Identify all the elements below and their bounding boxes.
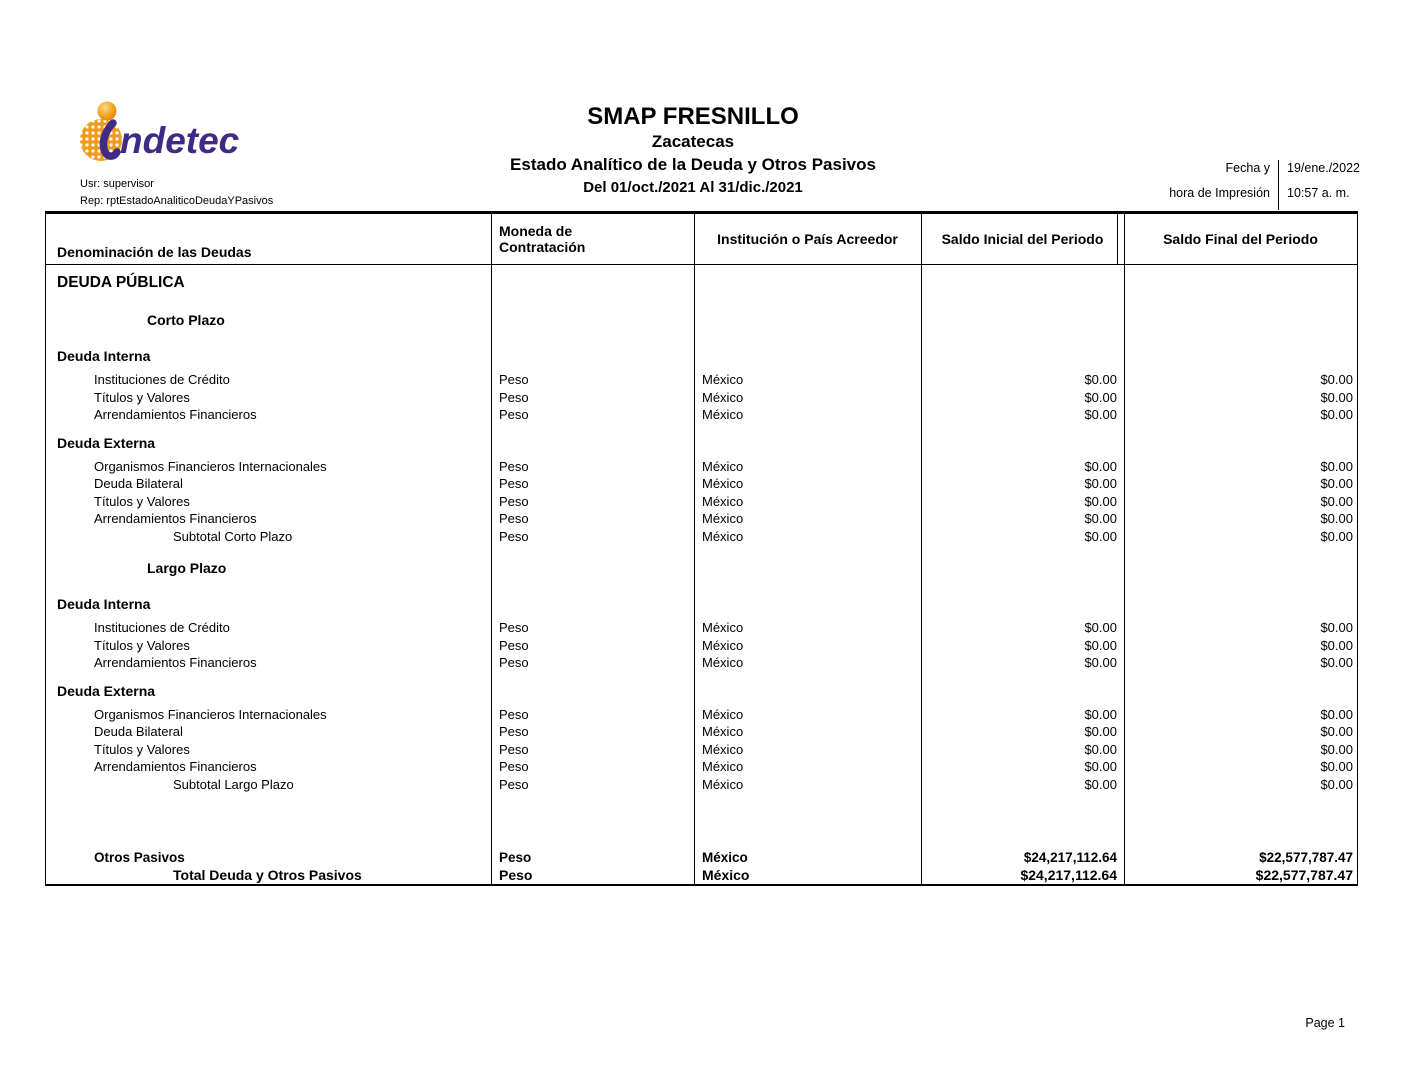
table-row [46, 529, 1357, 547]
cell-moneda: Peso [499, 372, 529, 387]
cell-saldo-inicial: $0.00 [1084, 724, 1117, 739]
cell-denominacion: Corto Plazo [147, 312, 225, 328]
cell-denominacion: Títulos y Valores [94, 741, 190, 757]
header-saldo-final: Saldo Final del Periodo [1163, 231, 1318, 247]
entity-title: SMAP FRESNILLO [587, 103, 799, 130]
cell-saldo-final: $0.00 [1320, 655, 1353, 670]
cell-institucion [694, 274, 921, 298]
cell-saldo-final: $0.00 [1320, 372, 1353, 387]
cell-denominacion: Deuda Bilateral [94, 476, 183, 491]
state-subtitle: Zacatecas [651, 132, 735, 151]
table-row [46, 511, 1357, 529]
table-row [46, 596, 1357, 618]
header-saldo-inicial: Saldo Inicial del Periodo [941, 231, 1104, 247]
cell-saldo-final: $0.00 [1320, 741, 1353, 757]
cell-saldo-inicial: $0.00 [1084, 741, 1117, 757]
table-row [46, 407, 1357, 425]
report-name: Estado Analítico de la Deuda y Otros Pasivos [510, 155, 876, 174]
cell-saldo-final: $0.00 [1320, 407, 1353, 422]
table-row [46, 476, 1357, 494]
table-header-row [46, 214, 1357, 265]
report-titles [343, 104, 1043, 197]
cell-saldo-final: $0.00 [1320, 759, 1353, 774]
cell-moneda: Peso [499, 776, 529, 792]
cell-institucion: México [702, 637, 744, 653]
cell-saldo-inicial [921, 596, 1124, 618]
cell-moneda [491, 596, 694, 618]
cell-denominacion: Largo Plazo [147, 560, 227, 576]
cell-denominacion: Organismos Financieros Internacionales [94, 706, 327, 722]
header-institucion: Institución o País Acreedor [717, 231, 898, 247]
cell-institucion: México [702, 528, 744, 544]
cell-saldo-final: $0.00 [1320, 476, 1353, 491]
cell-saldo-inicial: $0.00 [1084, 637, 1117, 653]
cell-moneda [491, 560, 694, 582]
table-row [46, 867, 1357, 885]
cell-denominacion: Subtotal Largo Plazo [173, 776, 294, 792]
cell-moneda: Peso [499, 620, 529, 635]
table-row [46, 759, 1357, 777]
table-row [46, 274, 1357, 298]
cell-institucion [694, 312, 921, 334]
cell-moneda: Peso [499, 407, 529, 422]
cell-institucion [694, 596, 921, 618]
cell-saldo-inicial: $0.00 [1084, 476, 1117, 491]
cell-moneda: Peso [499, 741, 529, 757]
table-row [46, 638, 1357, 656]
cell-moneda: Peso [499, 706, 529, 722]
cell-denominacion: Arrendamientos Financieros [94, 511, 257, 526]
cell-saldo-final: $0.00 [1320, 776, 1353, 792]
cell-denominacion: Deuda Interna [57, 348, 151, 364]
cell-saldo-final: $0.00 [1320, 511, 1353, 526]
column-divider [1124, 214, 1125, 884]
cell-moneda [491, 274, 694, 298]
cell-moneda: Peso [499, 458, 529, 474]
cell-institucion: México [702, 458, 744, 474]
table-row [46, 683, 1357, 705]
cell-saldo-final: $22,577,787.47 [1255, 867, 1353, 883]
cell-moneda: Peso [499, 493, 529, 509]
cell-saldo-final: $0.00 [1320, 528, 1353, 544]
cell-saldo-final: $0.00 [1320, 706, 1353, 722]
cell-saldo-inicial: $0.00 [1084, 528, 1117, 544]
cell-institucion: México [702, 372, 744, 387]
cell-institucion: México [702, 850, 748, 865]
print-date-label: Fecha y [1225, 161, 1270, 175]
cell-moneda: Peso [499, 476, 529, 491]
cell-saldo-inicial [921, 560, 1124, 582]
cell-saldo-inicial [921, 274, 1124, 298]
column-divider [491, 214, 492, 884]
cell-institucion [694, 560, 921, 582]
table-row [46, 372, 1357, 390]
table-row [46, 655, 1357, 673]
page-number: Page 1 [1305, 1016, 1345, 1030]
table-row [46, 459, 1357, 477]
column-divider [694, 214, 695, 884]
cell-saldo-inicial: $0.00 [1084, 389, 1117, 405]
cell-denominacion: Títulos y Valores [94, 493, 190, 509]
table-spacer [46, 794, 1357, 850]
cell-denominacion: Organismos Financieros Internacionales [94, 458, 327, 474]
cell-denominacion: Títulos y Valores [94, 637, 190, 653]
table-row [46, 707, 1357, 725]
table-row [46, 850, 1357, 867]
cell-saldo-inicial: $0.00 [1084, 458, 1117, 474]
cell-saldo-inicial [921, 312, 1124, 334]
cell-saldo-inicial: $0.00 [1084, 511, 1117, 526]
cell-saldo-final [1124, 274, 1357, 298]
cell-institucion: México [702, 389, 744, 405]
cell-institucion: México [702, 476, 744, 491]
debt-table [45, 211, 1358, 886]
cell-denominacion: Arrendamientos Financieros [94, 759, 257, 774]
cell-institucion: México [702, 493, 744, 509]
report-id-label: Rep: rptEstadoAnaliticoDeudaYPasivos [80, 195, 274, 207]
cell-denominacion: Instituciones de Crédito [94, 372, 230, 387]
report-period: Del 01/oct./2021 Al 31/dic./2021 [583, 179, 803, 196]
cell-saldo-final: $0.00 [1320, 724, 1353, 739]
cell-moneda: Peso [499, 511, 529, 526]
header-denominacion: Denominación de las Deudas [57, 244, 252, 260]
cell-moneda [491, 683, 694, 705]
cell-denominacion: Arrendamientos Financieros [94, 655, 257, 670]
cell-denominacion: Deuda Externa [57, 434, 156, 451]
cell-moneda: Peso [499, 655, 529, 670]
cell-institucion: México [702, 407, 744, 422]
cell-saldo-final: $0.00 [1320, 620, 1353, 635]
print-date-value: 19/ene./2022 [1287, 161, 1360, 175]
cell-saldo-final [1124, 348, 1357, 370]
user-label: Usr: supervisor [80, 178, 154, 190]
column-divider [921, 214, 922, 884]
cell-saldo-final: $0.00 [1320, 458, 1353, 474]
print-info-divider [1278, 160, 1279, 210]
cell-institucion [694, 435, 921, 457]
cell-saldo-inicial: $0.00 [1084, 407, 1117, 422]
cell-saldo-inicial: $0.00 [1084, 759, 1117, 774]
cell-saldo-inicial: $0.00 [1084, 706, 1117, 722]
cell-saldo-inicial: $0.00 [1084, 372, 1117, 387]
print-info [1169, 160, 1360, 210]
cell-moneda: Peso [499, 724, 529, 739]
cell-institucion [694, 683, 921, 705]
table-row [46, 560, 1357, 582]
cell-denominacion: Deuda Bilateral [94, 724, 183, 739]
cell-denominacion: Deuda Interna [57, 596, 151, 612]
logo-mark [80, 102, 122, 162]
cell-saldo-inicial [921, 683, 1124, 705]
cell-denominacion: Instituciones de Crédito [94, 620, 230, 635]
cell-saldo-final: $22,577,787.47 [1259, 850, 1353, 865]
cell-denominacion: Arrendamientos Financieros [94, 407, 257, 422]
cell-saldo-final [1124, 435, 1357, 457]
cell-denominacion: DEUDA PÚBLICA [57, 274, 185, 291]
cell-moneda [491, 435, 694, 457]
cell-denominacion: Deuda Externa [57, 682, 156, 699]
cell-institucion: México [702, 511, 744, 526]
cell-moneda: Peso [499, 389, 529, 405]
table-row [46, 724, 1357, 742]
logo-text: ndetec [120, 120, 240, 161]
cell-saldo-final [1124, 596, 1357, 618]
table-row [46, 435, 1357, 457]
table-row [46, 390, 1357, 408]
cell-institucion: México [702, 655, 744, 670]
cell-moneda: Peso [499, 850, 532, 865]
cell-institucion: México [702, 759, 744, 774]
table-row [46, 312, 1357, 334]
cell-institucion: México [702, 706, 744, 722]
cell-denominacion: Total Deuda y Otros Pasivos [173, 867, 362, 883]
cell-saldo-inicial: $0.00 [1084, 776, 1117, 792]
cell-institucion: México [702, 724, 744, 739]
cell-institucion [694, 348, 921, 370]
indetec-logo [78, 100, 258, 164]
cell-moneda: Peso [499, 528, 529, 544]
cell-denominacion: Otros Pasivos [94, 850, 185, 865]
cell-saldo-inicial: $0.00 [1084, 655, 1117, 670]
cell-saldo-inicial: $24,217,112.64 [1020, 867, 1117, 883]
cell-institucion: México [702, 620, 744, 635]
cell-saldo-inicial: $24,217,112.64 [1023, 850, 1117, 865]
table-row [46, 348, 1357, 370]
table-row [46, 620, 1357, 638]
cell-saldo-final [1124, 683, 1357, 705]
cell-moneda: Peso [499, 867, 533, 883]
cell-saldo-inicial: $0.00 [1084, 493, 1117, 509]
cell-saldo-final: $0.00 [1320, 493, 1353, 509]
cell-saldo-inicial [921, 348, 1124, 370]
cell-saldo-final [1124, 312, 1357, 334]
cell-institucion: México [702, 867, 750, 883]
cell-moneda [491, 312, 694, 334]
table-row [46, 494, 1357, 512]
print-time-value: 10:57 a. m. [1287, 186, 1350, 200]
cell-saldo-final: $0.00 [1320, 637, 1353, 653]
cell-moneda: Peso [499, 759, 529, 774]
cell-moneda: Peso [499, 637, 529, 653]
column-divider [1117, 214, 1118, 265]
cell-denominacion: Subtotal Corto Plazo [173, 528, 293, 544]
print-time-label: hora de Impresión [1169, 186, 1270, 200]
cell-saldo-inicial [921, 435, 1124, 457]
table-body [46, 265, 1357, 885]
cell-saldo-final [1124, 560, 1357, 582]
table-row [46, 742, 1357, 760]
cell-institucion: México [702, 776, 744, 792]
table-row [46, 777, 1357, 795]
header-moneda: Moneda de Contratación [499, 223, 586, 255]
cell-institucion: México [702, 741, 744, 757]
cell-saldo-inicial: $0.00 [1084, 620, 1117, 635]
cell-saldo-final: $0.00 [1320, 389, 1353, 405]
cell-denominacion: Títulos y Valores [94, 389, 190, 405]
cell-moneda [491, 348, 694, 370]
